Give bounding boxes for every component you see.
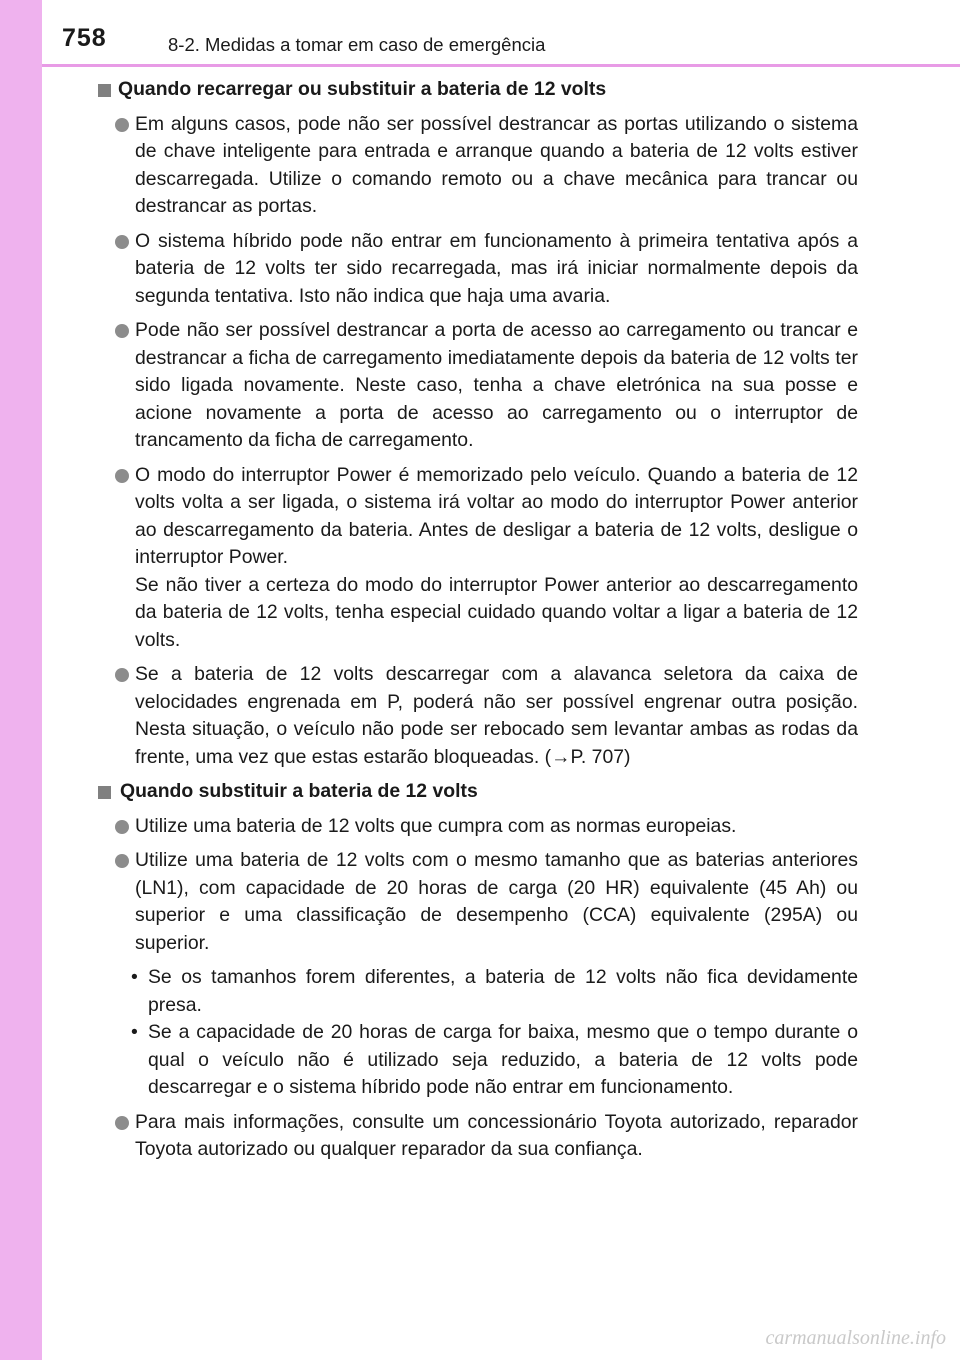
sub-list-text: Se os tamanhos forem diferentes, a bateria de 12 volts não fica devidamente presa. <box>148 966 858 1016</box>
circle-bullet-icon <box>115 854 129 868</box>
side-color-band <box>0 0 42 1360</box>
page-header <box>42 0 960 64</box>
circle-bullet-icon <box>115 1116 129 1130</box>
list-item-text: Para mais informações, consulte um concessionário Toyota autorizado, reparador Toyota autorizado ou qualquer reparador da sua confiança. <box>135 1110 858 1160</box>
list-item-text: Em alguns casos, pode não ser possível destrancar as portas utilizando o sistema de chave inteligente para entrada e arranque quando a bateria de 12 volts estiver descarregada. Utilize o comando remoto ou a chave mecânica para trancar ou destrancar as portas. <box>135 112 858 217</box>
list-item-text: Utilize uma bateria de 12 volts com o mesmo tamanho que as baterias anteriores (LN1), com capacidade de 20 horas de carga (20 HR) equivalente (45 Ah) ou superior e uma classificação de desempenho (CCA) equivalente (295A) ou superior. <box>135 849 858 954</box>
page-content <box>98 76 858 1171</box>
sub-list-item <box>98 1019 858 1102</box>
list-item <box>98 813 858 841</box>
section-title: 8-2. Medidas a tomar em caso de emergência <box>168 34 546 55</box>
circle-bullet-icon <box>115 668 129 682</box>
list-item <box>98 111 858 221</box>
list-item <box>98 317 858 455</box>
list-item-text: Se não tiver a certeza do modo do interruptor Power anterior ao descarregamento da bateria de 12 volts, tenha especial cuidado quando voltar a ligar a bateria de 12 volts. <box>135 573 858 651</box>
section-heading-recharge <box>98 76 858 104</box>
circle-bullet-icon <box>115 820 129 834</box>
heading-text: Quando substituir a bateria de 12 volts <box>120 780 478 802</box>
circle-bullet-icon <box>115 324 129 338</box>
list-item <box>98 228 858 311</box>
list-item <box>98 847 858 957</box>
heading-text: Quando recarregar ou substituir a bateria de 12 volts <box>118 78 607 100</box>
list-item-text: O sistema híbrido pode não entrar em funcionamento à primeira tentativa após a bateria de 12 volts ter sido recarregada, mas irá iniciar normalmente depois da segunda tentativa. Isto não indica que haja uma avaria. <box>135 229 858 307</box>
section-heading-replace <box>98 778 858 806</box>
list-item-text: Se a bateria de 12 volts descarregar com a alavanca seletora da caixa de velocidades engrenada em P, poderá não ser possível engrenar outra posição. Nesta situação, o veículo não pode ser rebocado sem levantar ambas as rodas da frente, uma vez que estas estarão bloqueadas. (→P. 707) <box>135 663 858 768</box>
dot-marker: • <box>131 1021 138 1043</box>
list-item <box>98 462 858 655</box>
list-item <box>98 661 858 771</box>
watermark: carmanualsonline.info <box>765 1327 946 1349</box>
page-number: 758 <box>62 24 107 52</box>
list-item-text: Pode não ser possível destrancar a porta de acesso ao carregamento ou trancar e destrancar a ficha de carregamento imediatamente depois da bateria de 12 volts ter sido ligada novamente. Neste caso, tenha a chave eletrónica na sua posse e acione novamente a porta de acesso ao carregamento ou o interruptor de trancamento da ficha de carregamento. <box>135 319 858 451</box>
square-bullet-icon <box>98 786 111 799</box>
circle-bullet-icon <box>115 469 129 483</box>
circle-bullet-icon <box>115 235 129 249</box>
dot-marker: • <box>131 966 138 988</box>
sub-list-item <box>98 964 858 1019</box>
square-bullet-icon <box>98 84 111 97</box>
list-item <box>98 1109 858 1164</box>
sub-list-text: Se a capacidade de 20 horas de carga for baixa, mesmo que o tempo durante o qual o veículo não é utilizado seja reduzido, a bateria de 12 volts pode descarregar e o sistema híbrido pode não entrar em funcionamento. <box>148 1021 858 1098</box>
header-divider <box>42 64 960 67</box>
sub-list <box>98 964 858 1102</box>
list-item-text: Utilize uma bateria de 12 volts que cumpra com as normas europeias. <box>135 814 737 837</box>
list-item-text: O modo do interruptor Power é memorizado pelo veículo. Quando a bateria de 12 volts volta a ser ligada, o sistema irá voltar ao modo do interruptor Power anterior ao descarregamento da bateria. Antes de desligar a bateria de 12 volts, desligue o interruptor Power. <box>135 463 858 568</box>
circle-bullet-icon <box>115 118 129 132</box>
